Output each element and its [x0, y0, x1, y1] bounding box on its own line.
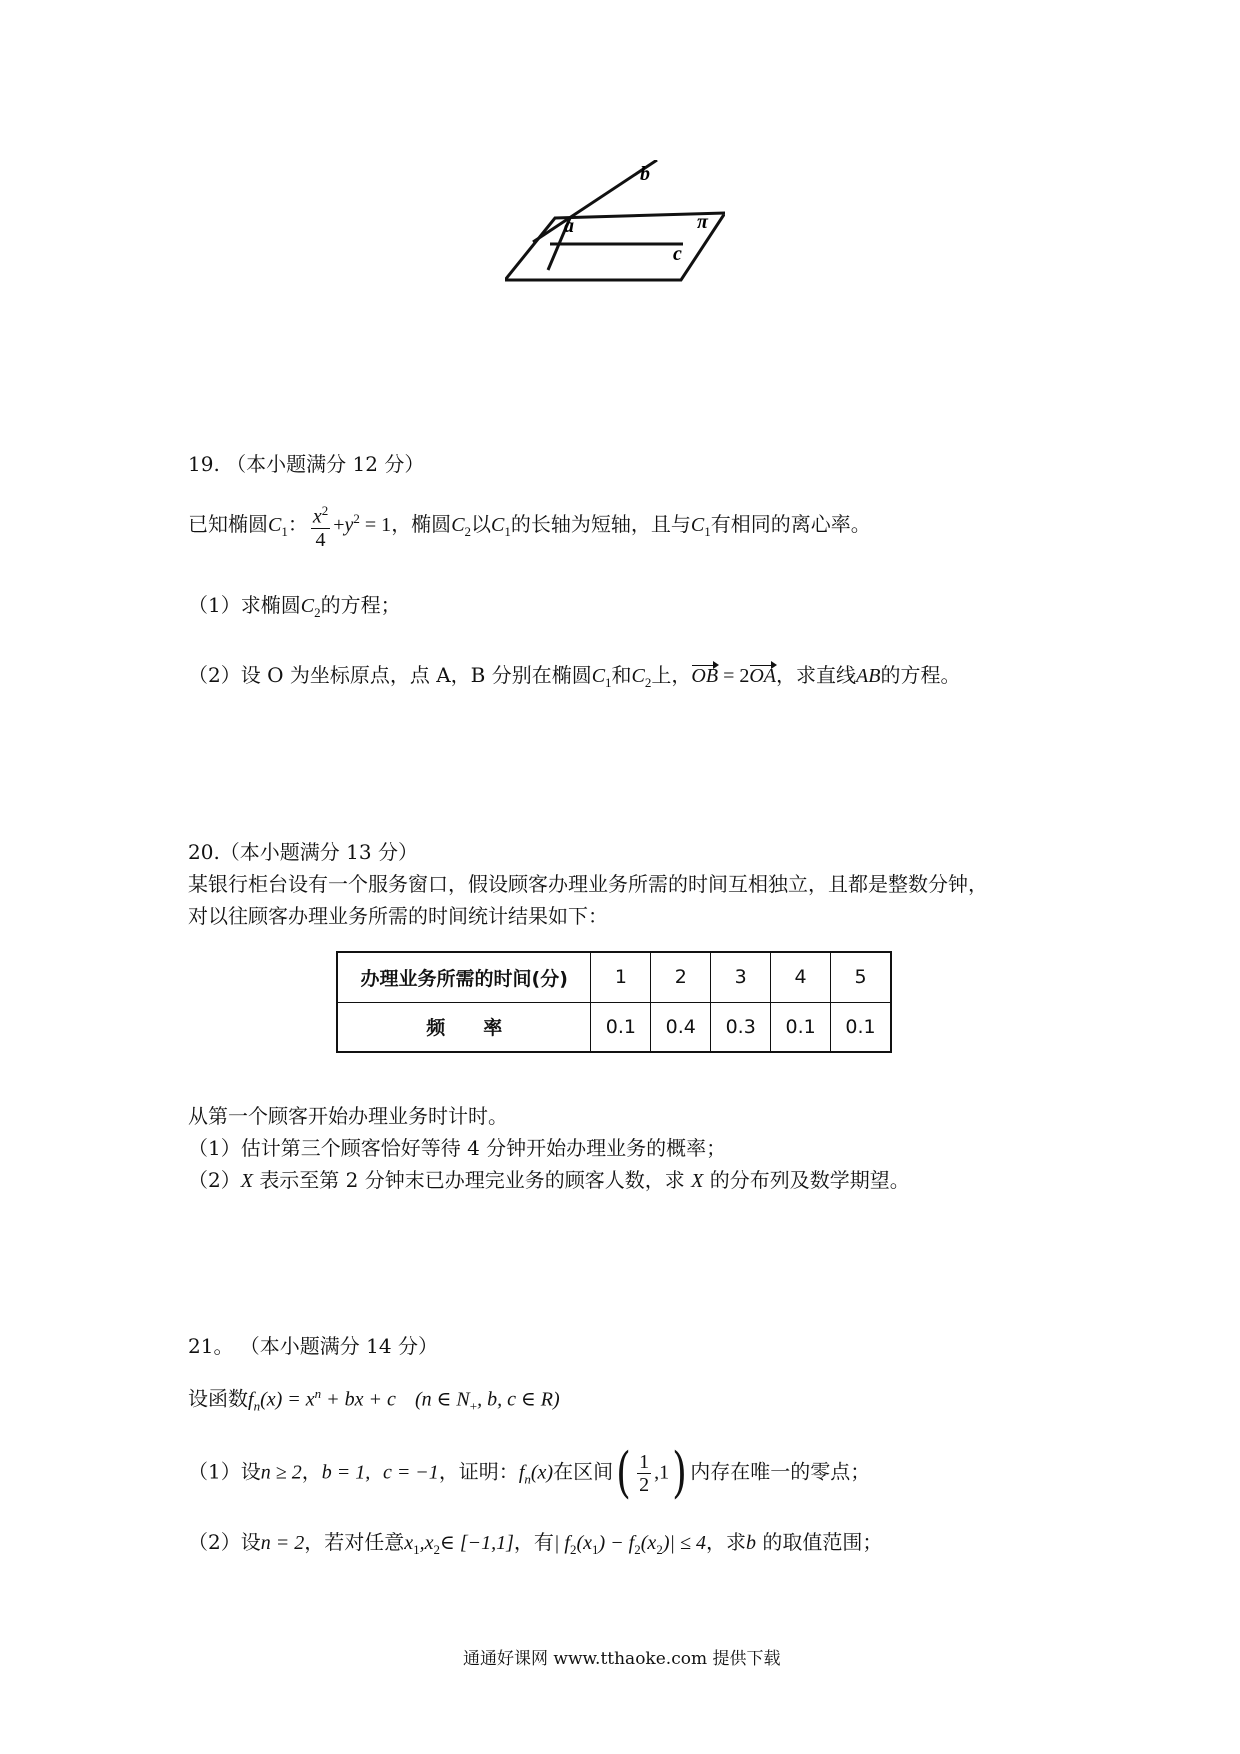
condition: (n ∈ N [414, 1388, 470, 1411]
q20-line2: 对以往顾客办理业务所需的时间统计结果如下： [188, 904, 608, 928]
cond-c: c = −1 [382, 1461, 439, 1484]
sub-2: 2 [656, 1542, 663, 1557]
label-a: a [564, 215, 574, 237]
denominator-4: 4 [315, 528, 326, 551]
label-b: b [640, 163, 650, 185]
comma: ， [301, 1459, 322, 1484]
equals-x: = x [282, 1388, 315, 1411]
q21-text: 设函数 [188, 1386, 248, 1411]
fraction-x2-over-4 [311, 500, 330, 551]
table-cell: 1 [591, 952, 651, 1002]
plane-pi [505, 213, 725, 280]
sub-1: 1 [704, 523, 711, 539]
table-cell: 5 [831, 952, 891, 1002]
label-pi: π [697, 211, 708, 233]
q21-heading: 21。 （本小题满分 14 分） [188, 1334, 438, 1358]
q19-text: 有相同的离心率。 [710, 511, 871, 536]
sub-2: 2 [569, 1542, 577, 1557]
interval-paren: ) [672, 1441, 688, 1504]
var-x: x [312, 505, 322, 528]
q20-line1: 某银行柜台设有一个服务窗口，假设顾客办理业务所需的时间互相独立，且都是整数分钟， [188, 872, 988, 896]
q19-text: 和 [611, 663, 632, 687]
numerator-1: 1 [639, 1450, 650, 1473]
var-y: y [344, 513, 354, 536]
var-ab: AB [856, 665, 881, 687]
q21-text: 内存在唯一的零点； [690, 1459, 871, 1484]
q21-part1 [188, 1441, 871, 1504]
q20-line3: 从第一个顾客开始办理业务时计时。 [188, 1104, 508, 1128]
sub-2: 2 [314, 605, 321, 620]
expr-bx-c: + bx + c [321, 1388, 396, 1411]
abs-open: | f [553, 1532, 570, 1554]
table-cell: 0.1 [591, 1002, 651, 1052]
plane-lines-figure [505, 160, 725, 290]
sub-2: 2 [464, 523, 472, 539]
equals-one: = 1 [359, 513, 392, 536]
table-row [337, 1002, 891, 1052]
var-c1: C [268, 513, 282, 536]
minus-f: − f [605, 1532, 635, 1554]
var-x: x [647, 1532, 657, 1554]
var-b: b [745, 1532, 756, 1554]
interval-paren: ( [616, 1441, 631, 1504]
q21-text: （2）设 [188, 1530, 261, 1554]
line-b [533, 160, 657, 242]
abs-close-le-4: | ≤ 4 [669, 1532, 706, 1554]
arg-x: (x) [260, 1388, 283, 1411]
label-c: c [673, 243, 682, 265]
q21-text: 的取值范围； [762, 1530, 883, 1554]
var-c1: C [591, 665, 606, 687]
sub-n: n [524, 1471, 531, 1487]
sup-2: 2 [321, 503, 329, 518]
q19-part2 [188, 663, 960, 695]
var-x: x [404, 1532, 414, 1554]
sub-2: 2 [433, 1542, 441, 1557]
q21-text: ，有 [513, 1530, 554, 1554]
var-x: X [240, 1170, 253, 1192]
arg-x: (x) [530, 1461, 554, 1484]
var-x: X [691, 1170, 704, 1192]
q19-text: ，椭圆 [391, 511, 452, 536]
q21-text: ，若对任意 [304, 1530, 405, 1554]
q20-text: （2） [188, 1168, 241, 1192]
q19-text: （1）求椭圆 [188, 593, 301, 617]
var-c2: C [451, 513, 465, 536]
cond-n: n ≥ 2 [260, 1461, 302, 1484]
q20-heading: 20.（本小题满分 13 分） [188, 840, 418, 864]
sup-n: n [314, 1386, 322, 1401]
table-header-cell: 频 率 [337, 1002, 591, 1052]
var-x: x [424, 1532, 434, 1554]
sub-2: 2 [634, 1542, 641, 1557]
fraction-one-half [637, 1451, 651, 1496]
sup-2: 2 [353, 511, 360, 527]
sub-1: 1 [413, 1542, 420, 1557]
sub-2: 2 [644, 675, 652, 690]
q21-part2: （2）设n = 2，若对任意$x_1,x_2\in$ [−1,1]，有| $f_2(x_1) - f_2(x_2)| \le 4$，求b 的取值范围； [188, 1530, 883, 1557]
denominator-2: 2 [639, 1473, 650, 1496]
table-cell: 3 [711, 952, 771, 1002]
q19-text: 的方程。 [880, 663, 961, 687]
q19-text: （2）设 O 为坐标原点，点 A，B 分别在椭圆 [188, 663, 592, 687]
cond-n: n = 2 [260, 1532, 305, 1554]
var-c2: C [300, 595, 315, 617]
q19-text: 已知椭圆 [188, 511, 268, 536]
colon: ： [287, 511, 308, 536]
condition-rest: , b, c ∈ R) [477, 1388, 560, 1411]
q19-text: 以 [471, 511, 492, 536]
q19-heading: 19. （本小题满分 12 分） [188, 452, 425, 476]
equals-two: = 2 [718, 665, 750, 687]
var-c1: C [491, 513, 505, 536]
sub-1: 1 [281, 523, 288, 539]
sub-1: 1 [504, 523, 511, 539]
interval-end: ,1 [654, 1461, 670, 1484]
q21-text: （1）设 [188, 1459, 261, 1484]
table-header-cell: 办理业务所需的时间(分) [337, 952, 591, 1002]
footer-source: 通通好课网 www.tthaoke.com 提供下载 [463, 1649, 781, 1669]
table-cell: 0.1 [771, 1002, 831, 1052]
q21-text: ，证明： [438, 1459, 519, 1484]
q21-text: 在区间 [553, 1459, 614, 1484]
var-f: f [248, 1388, 254, 1411]
table-row [337, 952, 891, 1002]
var-x: x [583, 1532, 593, 1554]
cond-b: b = 1, [321, 1461, 371, 1484]
var-c1: C [690, 513, 705, 536]
table-cell: 0.4 [651, 1002, 711, 1052]
sub-n: n [253, 1398, 261, 1414]
q19-intro [188, 500, 871, 551]
var-c2: C [631, 665, 645, 687]
q20-text: 表示至第 2 分钟末已办理完业务的顾客人数，求 [259, 1168, 685, 1192]
sub-1: 1 [605, 675, 612, 690]
vector-oa: OA [749, 665, 777, 687]
q21-definition [188, 1382, 560, 1419]
sub-plus: + [469, 1398, 478, 1414]
q19-text: 上， [651, 663, 692, 687]
table-cell: 2 [651, 952, 711, 1002]
q20-text: 的分布列及数学期望。 [709, 1168, 910, 1192]
q19-text: 的长轴为短轴，且与 [510, 511, 691, 536]
q21-text: ，求 [705, 1530, 746, 1554]
table-cell: 0.1 [831, 1002, 891, 1052]
plus-sign: + [333, 513, 345, 536]
q19-text: ，求直线 [776, 663, 857, 687]
q19-text: 的方程； [320, 593, 401, 617]
sub-1: 1 [592, 1542, 599, 1557]
q20-part2 [188, 1168, 910, 1193]
vector-ob: OB [691, 665, 719, 687]
q20-part1: （1）估计第三个顾客恰好等待 4 分钟开始办理业务的概率； [188, 1136, 727, 1160]
table-cell: 0.3 [711, 1002, 771, 1052]
var-f: f [518, 1461, 525, 1484]
frequency-table [336, 951, 892, 1053]
q19-part1 [188, 593, 401, 625]
table-cell: 4 [771, 952, 831, 1002]
interval: ∈ [−1,1] [440, 1532, 514, 1554]
